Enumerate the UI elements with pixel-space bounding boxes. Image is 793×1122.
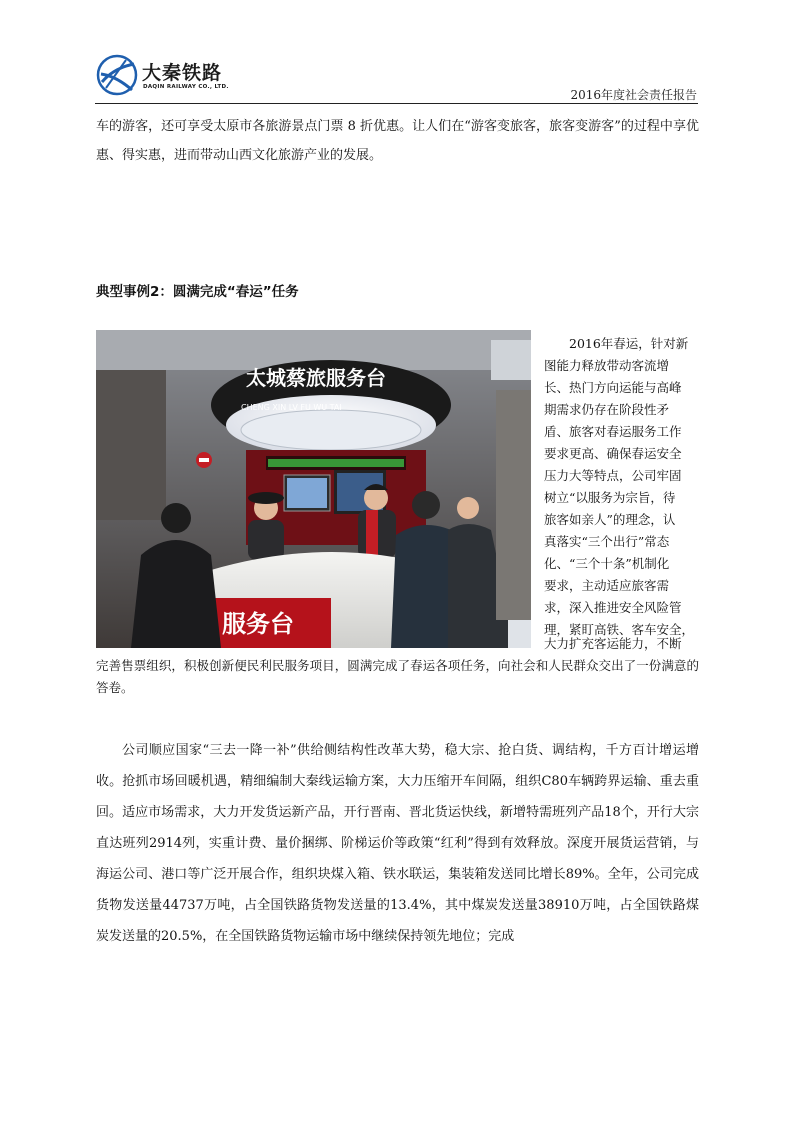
- freight-paragraph: 公司顺应国家“三去一降一补”供给侧结构性改革大势，稳大宗、抢白货、调结构，千方百计增运增收。抢抓市场回暖机遇，精细编制大秦线运输方案，大力压缩开车间隔，组织C80车辆跨界运输、重去重回。适应市场需求，大力开发货运新产品，开行晋南、晋北货运快线，新增特需班列产品18个，开行大宗直达班列2914列，实重计费、量价捆绑、阶梯运价等政策“红利”得到有效释放。深度开展货运营销，与海运公司、港口等广泛开展合作，组织块煤入箱、铁水联运，集装箱发送同比增长89%。全年，公司完成货物发送量44737万吨，占全国铁路货物发送量的13.4%，其中煤炭发送量38910万吨，占全国铁路煤炭发送量的20.5%，在全国铁路货物运输市场中继续保持领先地位；完成: [96, 743, 699, 944]
- header-divider: [95, 103, 698, 104]
- side-line: 真落实“三个出行”常态: [544, 534, 670, 549]
- photo-counter-text: 服务台: [222, 610, 294, 638]
- report-title: 2016年度社会责任报告: [570, 88, 697, 102]
- case-tail-text: [96, 636, 699, 699]
- service-desk-photo: [96, 330, 531, 648]
- side-line: 2016年春运，针对新: [569, 336, 689, 351]
- photo-sign-text: 太城蔡旅服务台: [246, 366, 386, 390]
- intro-paragraph: 车的游客，还可享受太原市各旅游景点门票 8 折优惠。让人们在“游客变旅客，旅客变游客”的过程中享优惠、得实惠，进而带动山西文化旅游产业的发展。: [96, 119, 699, 163]
- side-line: 压力大等特点，公司牢固: [544, 468, 682, 483]
- brand-name-cn: 大秦铁路: [142, 62, 223, 84]
- side-line: 期需求仍存在阶段性矛: [544, 402, 670, 417]
- case-side-text: [544, 333, 699, 641]
- daqin-logo-mark-icon: [96, 54, 138, 96]
- side-line: 图能力释放带动客流增: [544, 358, 670, 373]
- side-line: 理，紧盯高铁、客车安全，: [544, 622, 695, 637]
- company-logo: [96, 54, 246, 100]
- side-line: 求，深入推进安全风险管: [544, 600, 682, 615]
- side-line: 要求，主动适应旅客需: [544, 578, 670, 593]
- side-line: 树立“以服务为宗旨，待: [544, 490, 676, 505]
- case-heading: 典型事例2：圆满完成“春运”任务: [96, 284, 299, 300]
- side-line: 要求更高、确保春运安全: [544, 446, 682, 461]
- side-line: 化、“三个十条”机制化: [544, 556, 670, 571]
- side-line: 长、热门方向运能与高峰: [544, 380, 682, 395]
- case-conclusion: 完善售票组织，积极创新便民利民服务项目，圆满完成了春运各项任务，向社会和人民群众交出了一份满意的答卷。: [96, 658, 699, 695]
- photo-sign-pinyin: CHENG XIN LV FU WU TAI: [241, 403, 342, 412]
- brand-name-en: DAQIN RAILWAY CO., LTD.: [143, 84, 229, 90]
- side-line: 大力扩充客运能力，不断: [544, 636, 682, 651]
- side-line: 旅客如亲人”的理念，认: [544, 512, 676, 527]
- service-desk-illustration: [96, 330, 531, 648]
- side-line: 盾、旅客对春运服务工作: [544, 424, 682, 439]
